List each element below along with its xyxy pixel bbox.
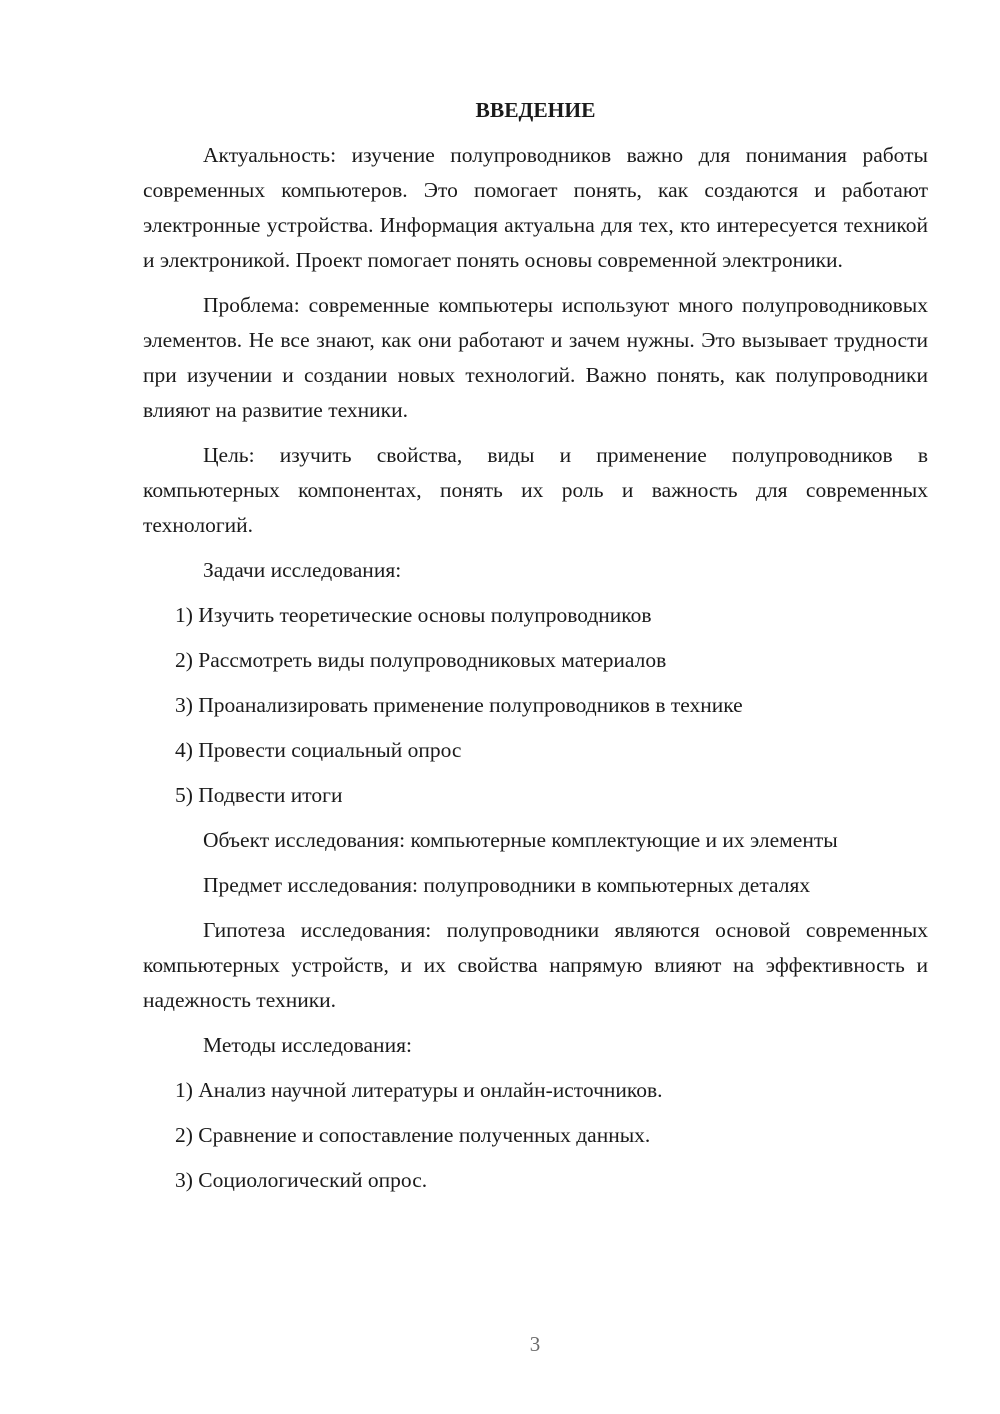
list-item: 2) Сравнение и сопоставление полученных данных.: [175, 1123, 651, 1147]
tasks-list: [143, 598, 928, 813]
page-number: 3: [529, 1332, 541, 1356]
list-item: 3) Социологический опрос.: [175, 1168, 428, 1192]
list-item: 1) Изучить теоретические основы полупроводников: [175, 603, 652, 627]
list-item: 5) Подвести итоги: [175, 783, 343, 807]
section-title: ВВЕДЕНИЕ: [475, 98, 596, 122]
goal-paragraph: Цель: изучить свойства, виды и применение полупроводников в компьютерных компонентах, понять их роль и важность для современных технологий.: [143, 443, 928, 537]
tasks-heading: Задачи исследования:: [203, 558, 402, 582]
list-item: 2) Рассмотреть виды полупроводниковых материалов: [175, 648, 667, 672]
methods-list: [143, 1073, 928, 1198]
document-page: [143, 93, 928, 1208]
hypothesis-paragraph: Гипотеза исследования: полупроводники являются основой современных компьютерных устройств, и их свойства напрямую влияют на эффективность и надежность техники.: [143, 918, 928, 1012]
list-item: 3) Проанализировать применение полупроводников в технике: [175, 693, 743, 717]
object-paragraph: Объект исследования: компьютерные комплектующие и их элементы: [203, 828, 838, 852]
methods-heading: Методы исследования:: [203, 1033, 412, 1057]
list-item: 1) Анализ научной литературы и онлайн-источников.: [175, 1078, 663, 1102]
subject-paragraph: Предмет исследования: полупроводники в компьютерных деталях: [203, 873, 811, 897]
relevance-paragraph: Актуальность: изучение полупроводников важно для понимания работы современных компьютеров. Это помогает понять, как создаются и работают электронные устройства. Информация актуальна для тех, кто интересуется техникой и электроникой. Проект помогает понять основы современной электроники.: [143, 143, 928, 272]
problem-paragraph: Проблема: современные компьютеры используют много полупроводниковых элементов. Не все знают, как они работают и зачем нужны. Это вызывает трудности при изучении и создании новых технологий. Важно понять, как полупроводники влияют на развитие техники.: [143, 293, 928, 422]
list-item: 4) Провести социальный опрос: [175, 738, 462, 762]
